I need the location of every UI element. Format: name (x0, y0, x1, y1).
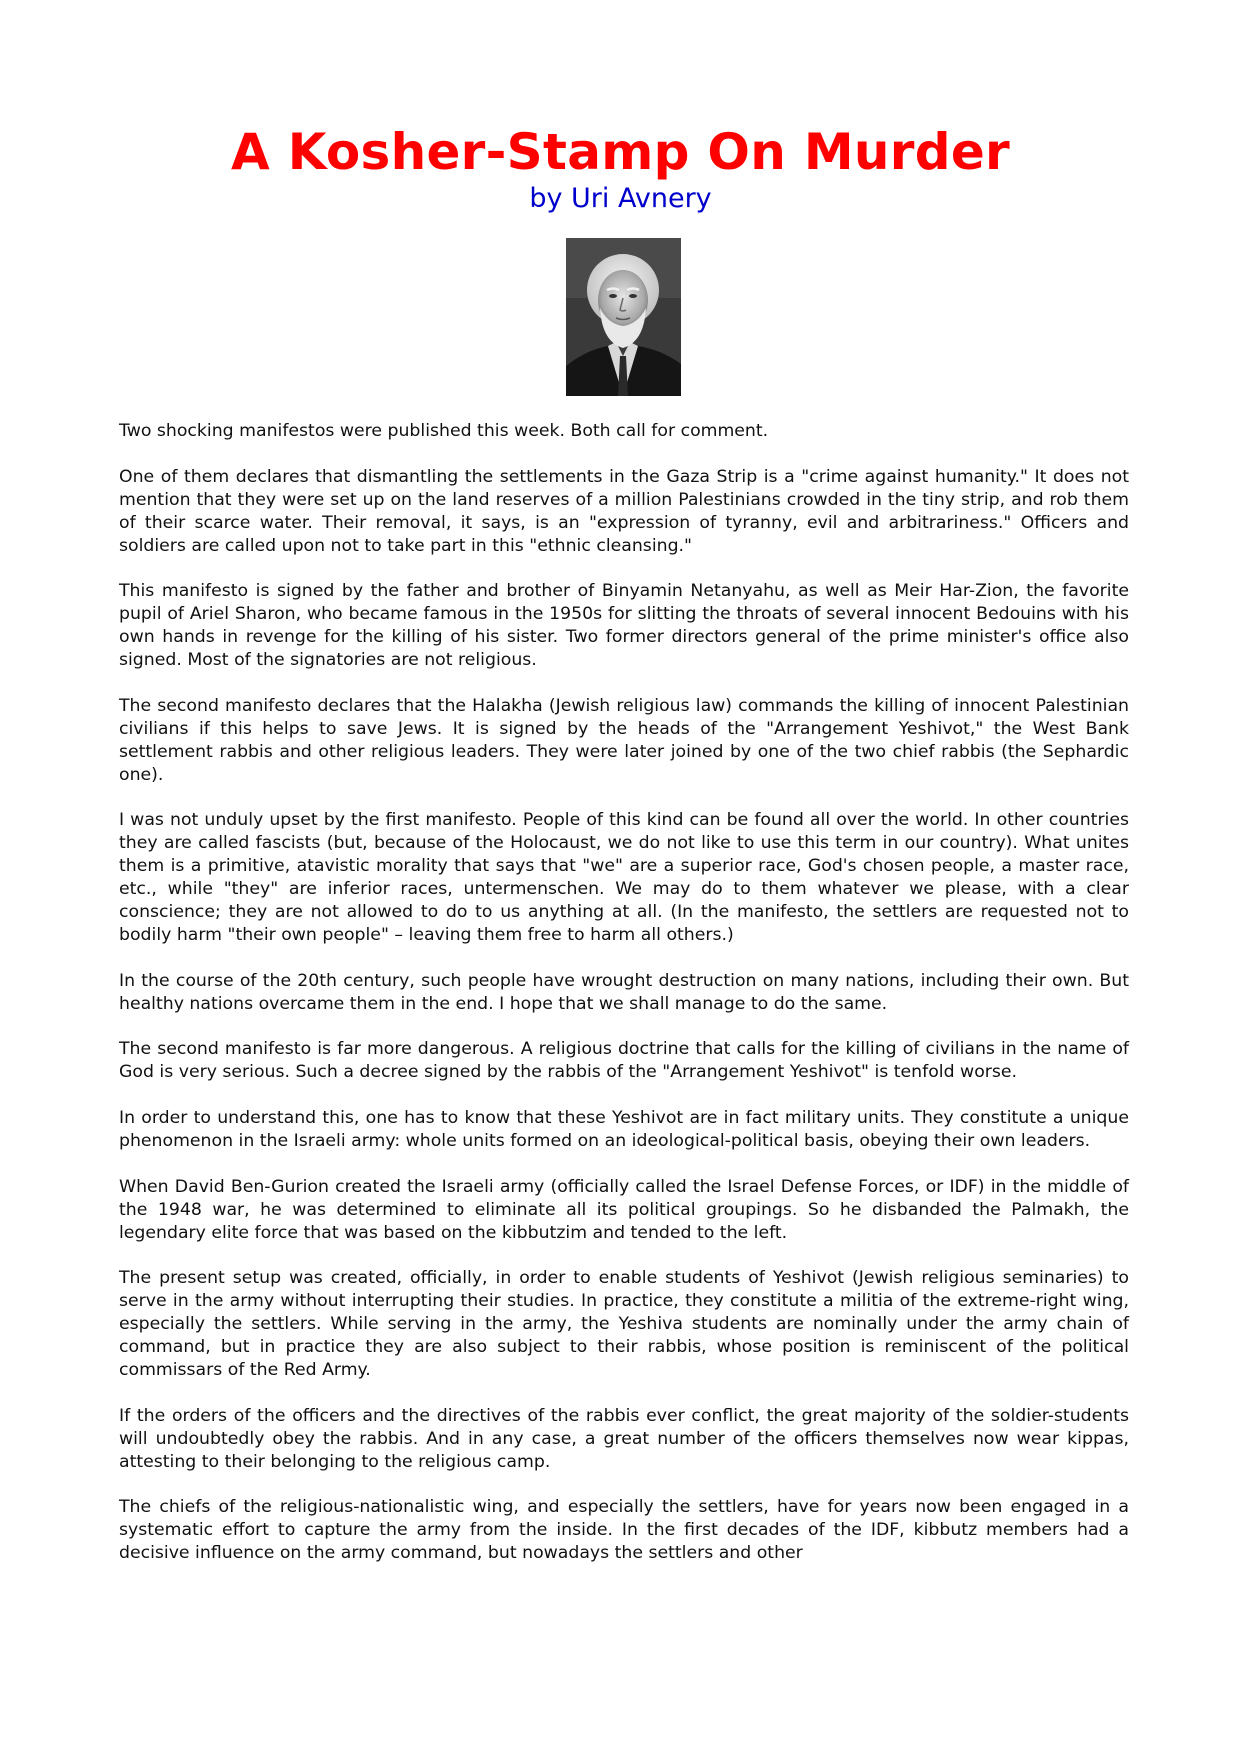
article-byline: by Uri Avnery (529, 183, 712, 214)
paragraph: The present setup was created, officially, in order to enable students of Yeshivot (Jewish religious seminaries) to serve in the army without interrupting their studies. In practice, they constitute a militia of the extreme-right wing, especially the settlers. While serving in the army, the Yeshiva students are nominally under the army chain of command, but in practice they are also subject to their rabbis, whose position is reminiscent of the political commissars of the Red Army. (119, 1268, 1129, 1381)
author-portrait-icon (566, 238, 681, 396)
author-portrait (566, 238, 681, 396)
paragraph: If the orders of the officers and the directives of the rabbis ever conflict, the great majority of the soldier-students will undoubtedly obey the rabbis. And in any case, a great number of the officers themselves now wear kippas, attesting to their belonging to the religious camp. (119, 1405, 1129, 1472)
paragraph: The second manifesto is far more dangerous. A religious doctrine that calls for the killing of civilians in the name of God is very serious. Such a decree signed by the rabbis of the "Arrangement Yeshivot" is tenfold worse. (119, 1039, 1129, 1083)
paragraph: In order to understand this, one has to know that these Yeshivot are in fact military units. They constitute a unique phenomenon in the Israeli army: whole units formed on an ideological-political basis, obeying their own leaders. (119, 1108, 1129, 1151)
paragraph: The chiefs of the religious-nationalistic wing, and especially the settlers, have for years now been engaged in a systematic effort to capture the army from the inside. In the first decades of the IDF, kibbutz members had a decisive influence on the army command, but nowadays the settlers and other (119, 1497, 1129, 1564)
paragraph: When David Ben-Gurion created the Israeli army (officially called the Israel Defense Forces, or IDF) in the middle of the 1948 war, he was determined to eliminate all its political groupings. So he disbanded the Palmakh, the legendary elite force that was based on the kibbutzim and tended to the left. (119, 1176, 1129, 1243)
paragraph: This manifesto is signed by the father and brother of Binyamin Netanyahu, as well as Meir Har-Zion, the favorite pupil of Ariel Sharon, who became famous in the 1950s for slitting the throats of several innocent Bedouins with his own hands in revenge for the killing of his sister. Two former directors general of the prime minister's office also signed. Most of the signatories are not religious. (119, 581, 1129, 671)
paragraph: In the course of the 20th century, such people have wrought destruction on many nations, including their own. But healthy nations overcame them in the end. I hope that we shall manage to do the same. (119, 970, 1129, 1014)
article-body (119, 420, 1129, 1588)
paragraph: One of them declares that dismantling the settlements in the Gaza Strip is a "crime against humanity." It does not mention that they were set up on the land reserves of a million Palestinians crowded in the tiny strip, and rob them of their scarce water. Their removal, it says, is an "expression of tyranny, evil and arbitrariness." Officers and soldiers are called upon not to take part in this "ethnic cleansing." (119, 466, 1129, 556)
paragraph: Two shocking manifestos were published this week. Both call for comment. (119, 421, 769, 441)
paragraph: I was not unduly upset by the first manifesto. People of this kind can be found all over the world. In other countries they are called fascists (but, because of the Holocaust, we do not like to use this term in our country). What unites them is a primitive, atavistic morality that says that "we" are a superior race, God's chosen people, a master race, etc., while "they" are inferior races, untermenschen. We may do to them whatever we please, with a clear conscience; they are not allowed to do to us anything at all. (In the manifesto, the settlers are requested not to bodily harm "their own people" – leaving them free to harm all others.) (119, 810, 1129, 945)
paragraph: The second manifesto declares that the Halakha (Jewish religious law) commands the killing of innocent Palestinian civilians if this helps to save Jews. It is signed by the heads of the "Arrangement Yeshivot," the West Bank settlement rabbis and other religious leaders. They were later joined by one of the two chief rabbis (the Sephardic one). (119, 695, 1129, 785)
article-title: A Kosher-Stamp On Murder (230, 123, 1011, 181)
